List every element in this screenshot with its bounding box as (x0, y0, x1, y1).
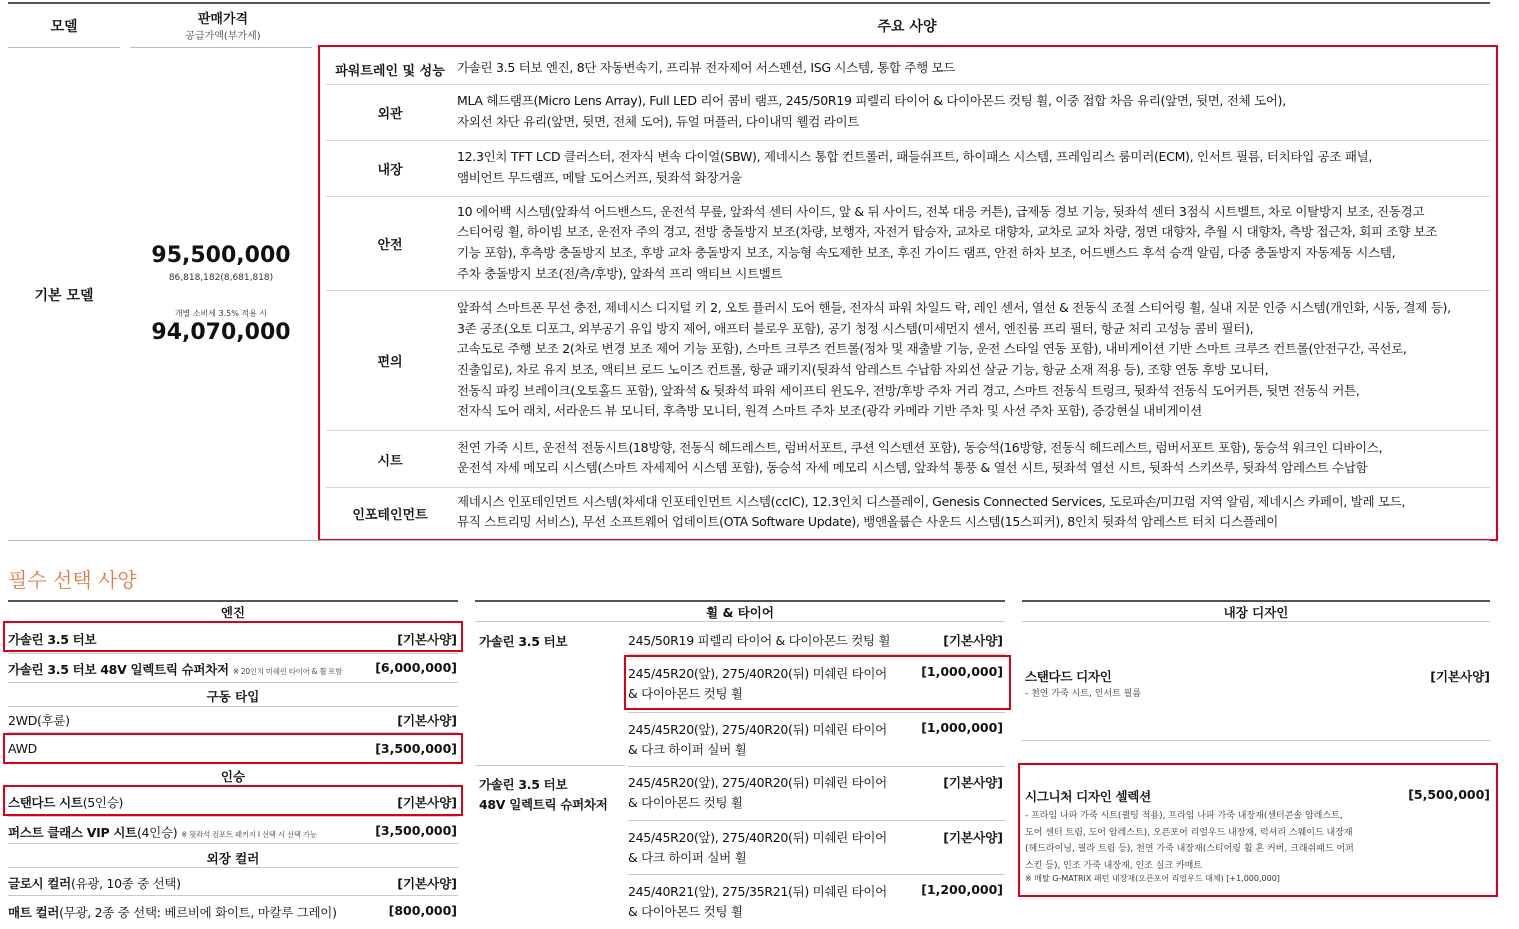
color-1-option[interactable] (8, 874, 181, 892)
spec-line: 제네시스 인포테인먼트 시스템(차세대 인포테인먼트 시스템(ccIC), 12.3인치 디스플레이, Genesis Connected Services, 도로파손/미끄럼 지역 알림, 제네시스 카페이, 발레 모드, (457, 493, 1406, 509)
seat-1-price: [기본사양] (397, 795, 457, 810)
seat-1-highlight (3, 785, 463, 816)
color-1-name: 글로시 컬러 (8, 876, 71, 891)
spec-category-3: 안전 (377, 238, 403, 253)
spec-line: 전자식 도어 래치, 서라운드 뷰 모니터, 후측방 모니터, 원격 스마트 주차 보조(광각 카메라 기반 주차 및 사선 주차 포함), 증강현실 내비게이션 (457, 403, 1202, 419)
spec-line: 12.3인치 TFT LCD 클러스터, 전자식 변속 다이얼(SBW), 제네시스 통합 컨트롤러, 패들쉬프트, 하이패스 시스템, 프레임리스 룸미러(ECM), 인서트 필름, 터치타입 공조 패널, (457, 149, 1373, 165)
engine-1-highlight (3, 621, 463, 652)
base-price-sub: 86,818,182(8,681,818) (168, 273, 274, 283)
wheel-option-5-price: [기본사양] (943, 830, 1003, 845)
seat-2-name: 퍼스트 클래스 VIP 시트 (8, 825, 137, 840)
drive-header: 구동 타입 (206, 689, 260, 704)
engine-2-note: ※ 20인치 미쉐린 타이어 & 휠 포함 (232, 667, 343, 676)
spec-line: 10 에어백 시스템(앞좌석 어드밴스드, 운전석 무릎, 앞좌석 센터 사이드, 앞 & 뒤 사이드, 전복 대응 커튼), 급제동 경보 기능, 뒷좌석 센터 3점식 시트벨트, 차로 이탈방지 보조, 진동경고 (457, 203, 1425, 219)
spec-category-5: 시트 (377, 453, 403, 469)
spec-category-1: 외관 (377, 107, 403, 122)
spec-line: 앞좌석 스마트폰 무선 충전, 제네시스 디지털 키 2, 오토 플러시 도어 핸들, 전자식 파워 차일드 락, 레인 센서, 열선 & 전동식 조절 스티어링 휠, 실내 지문 인증 시스템(개인화, 시동, 결제 등), (457, 300, 1451, 316)
drive-1-price: [기본사양] (397, 713, 457, 728)
wheel-2-highlight (624, 655, 1011, 710)
color-2-price: [800,000] (388, 903, 457, 918)
wheel-option-6-line2: & 다이아몬드 컷팅 휠 (628, 904, 743, 919)
sig-desc-line: (헤드라이닝, 필라 트림 등), 천연 가죽 내장재(스티어링 휠 혼 커버, 크래쉬패드 어퍼 (1025, 844, 1354, 854)
wheel-group-1: 가솔린 3.5 터보 (479, 634, 568, 649)
spec-line: 천연 가죽 시트, 운전석 전동시트(18방향, 전동식 헤드레스트, 럼버서포트, 쿠션 익스텐션 포함), 동승석(16방향, 전동식 헤드레스트, 럼버서포트 포함), 동승석 워크인 디바이스, (457, 439, 1383, 455)
seat-2-price: [3,500,000] (375, 823, 457, 838)
wheel-option-2-price: [1,000,000] (921, 664, 1003, 679)
color-1-sub: (유광, 10종 중 선택) (70, 876, 181, 891)
wheel-option-6-price: [1,200,000] (921, 882, 1003, 897)
seat-1-sub: (5인승) (82, 795, 124, 810)
spec-line: 자외선 차단 유리(앞면, 뒷면, 전체 도어), 듀얼 머플러, 다이내믹 웰컴 라이트 (457, 113, 860, 129)
spec-line: MLA 헤드램프(Micro Lens Array), Full LED 리어 콤비 램프, 245/50R19 피렐리 타이어 & 다이아몬드 컷팅 휠, 이중 접합 차음 유리(앞면, 뒷면, 전체 도어), (457, 93, 1286, 109)
sig-desc-line: 스킨 등), 인조 가죽 내장재, 인조 실크 카매트 (1025, 860, 1203, 871)
engine-1-price: [기본사양] (397, 632, 457, 647)
drive-2-highlight (3, 733, 463, 764)
spec-line: 주차 충돌방지 보조(전/측/후방), 앞좌석 프리 액티브 시트벨트 (457, 265, 783, 281)
spec-line: 스티어링 휠, 하이빔 보조, 운전자 주의 경고, 전방 충돌방지 보조(차량, 보행자, 자전거 탑승자, 교차로 대향차, 교차로 교차 차량, 정면 대향차, 추월 시 대향차, 측방 접근차, 회피 조향 보조 (457, 224, 1438, 240)
seat-1-name: 스탠다드 시트 (8, 795, 83, 810)
sig-design-name[interactable]: 시그니처 디자인 셀렉션 (1025, 789, 1151, 804)
header-price-sub: 공급가액(부가세) (185, 31, 261, 42)
wheel-group-2a: 가솔린 3.5 터보 (479, 777, 568, 792)
engine-2-price: [6,000,000] (375, 660, 457, 675)
wheel-option-4-price: [기본사양] (943, 775, 1003, 790)
wheel-option-6-line1[interactable]: 245/40R21(앞), 275/35R21(뒤) 미쉐린 타이어 (628, 884, 887, 899)
spec-line: 고속도로 주행 보조 2(차로 변경 보조 제어 기능 포함), 스마트 크루즈 컨트롤(정차 및 재출발 기능, 운전 스타일 연동 포함), 내비게이션 기반 스마트 크루즈 컨트롤(안전구간, 곡선로, (457, 341, 1407, 357)
wheel-option-3-line2: & 다크 하이퍼 실버 휠 (628, 742, 747, 757)
sig-design-price: [5,500,000] (1408, 787, 1490, 802)
spec-line: 기능 포함), 후측방 충돌방지 보조, 후방 교차 충돌방지 보조, 지능형 속도제한 보조, 후진 가이드 램프, 안전 하차 보조, 어드밴스드 후석 승객 알림, 다중 충돌방지 자동제동 시스템, (457, 244, 1396, 260)
spec-line: 진출입로), 차로 유지 보조, 액티브 로드 노이즈 컨트롤, 항균 패키지(뒷좌석 암레스트 수납함 자외선 살균 기능, 항균 소재 적용 등), 조향 연동 후방 모니터, (457, 361, 1269, 377)
color-1-price: [기본사양] (397, 876, 457, 891)
wheel-option-2-line2: & 다이아몬드 컷팅 휠 (628, 686, 743, 701)
sig-design-note: ※ 메탈 G-MATRIX 패턴 내장재(오픈포어 리얼우드 대체) [+1,000,000] (1025, 874, 1280, 883)
color-2-name: 매트 컬러 (8, 905, 60, 920)
std-design-price: [기본사양] (1430, 669, 1490, 684)
base-model-name: 기본 모델 (34, 288, 94, 304)
spec-line: 운전석 자세 메모리 시스템(스마트 자세제어 시스템 포함), 동승석 자세 메모리 시스템, 앞좌석 통풍 & 열선 시트, 뒷좌석 열선 시트, 뒷좌석 스키쓰루, 뒷좌석 암레스트 수납함 (457, 460, 1368, 476)
spec-line: 앰비언트 무드램프, 메탈 도어스커프, 뒷좌석 화장거울 (457, 169, 742, 185)
spec-highlight-box (318, 45, 1498, 541)
seat-2-sub: (4인승) (136, 825, 178, 840)
spec-line: 뮤직 스트리밍 서비스), 무선 소프트웨어 업데이트(OTA Software Update), 뱅앤올룹슨 사운드 시스템(15스피커), 8인치 뒷좌석 암레스트 터치 디스플레이 (457, 514, 1279, 530)
color-2-option[interactable] (8, 903, 337, 921)
drive-2-name[interactable]: AWD (8, 741, 37, 756)
color-2-sub: (무광, 2종 중 선택: 베르비에 화이트, 마칼루 그레이) (59, 905, 337, 920)
engine-2-name: 가솔린 3.5 터보 48V 일렉트릭 슈퍼차저 (8, 662, 229, 677)
engine-1-name[interactable]: 가솔린 3.5 터보 (8, 632, 97, 647)
header-price: 판매가격 (197, 12, 249, 27)
std-design-sub: - 천연 가죽 시트, 인서트 필름 (1025, 689, 1142, 699)
wheel-header: 휠 & 타이어 (706, 605, 774, 620)
wheel-option-3-line1[interactable]: 245/45R20(앞), 275/40R20(뒤) 미쉐린 타이어 (628, 722, 887, 737)
tax-note: 개별 소비세 3.5% 적용 시 (174, 309, 268, 318)
wheel-option-3-price: [1,000,000] (921, 720, 1003, 735)
seat-header: 인승 (220, 769, 246, 784)
spec-category-2: 내장 (377, 163, 403, 178)
wheel-option-5-line2: & 다크 하이퍼 실버 휠 (628, 850, 747, 865)
sig-desc-line: - 프라임 나파 가죽 시트(퀼팅 적용), 프라임 나파 가죽 내장재(센터콘솔 암레스트, (1025, 811, 1343, 821)
interior-header: 내장 디자인 (1223, 605, 1289, 620)
engine-2-option[interactable] (8, 660, 342, 678)
spec-line: 가솔린 3.5 터보 엔진, 8단 자동변속기, 프리뷰 전자제어 서스펜션, ISG 시스템, 통합 주행 모드 (457, 60, 956, 76)
options-title: 필수 선택 사양 (8, 568, 137, 592)
wheel-group-2b: 48V 일렉트릭 슈퍼차저 (479, 797, 608, 812)
wheel-option-2-line1[interactable]: 245/45R20(앞), 275/40R20(뒤) 미쉐린 타이어 (628, 666, 887, 681)
seat-2-note: ※ 뒷좌석 컴포트 패키지 I 선택 시 선택 가능 (181, 830, 317, 839)
std-design-name[interactable]: 스탠다드 디자인 (1025, 669, 1112, 684)
drive-1-name[interactable]: 2WD(후륜) (8, 713, 70, 728)
tax-price: 94,070,000 (151, 320, 291, 345)
color-header: 외장 컬러 (206, 851, 260, 866)
header-spec: 주요 사양 (877, 19, 937, 35)
sig-desc-line: 도어 센터 트림, 도어 암레스트), 오픈포어 리얼우드 내장재, 럭셔리 스웨이드 내장재 (1025, 827, 1353, 838)
base-price: 95,500,000 (151, 243, 291, 268)
wheel-option-1-line1[interactable]: 245/50R19 피렐리 타이어 & 다이아몬드 컷팅 휠 (628, 633, 891, 648)
sig-design-highlight (1018, 763, 1498, 897)
seat-2-option[interactable] (8, 823, 317, 841)
spec-category-4: 편의 (377, 355, 403, 370)
wheel-option-4-line1[interactable]: 245/45R20(앞), 275/40R20(뒤) 미쉐린 타이어 (628, 775, 887, 790)
header-model: 모델 (50, 19, 78, 35)
engine-header: 엔진 (220, 605, 246, 620)
spec-category-0: 파워트레인 및 성능 (335, 63, 445, 79)
drive-2-price: [3,500,000] (375, 741, 457, 756)
wheel-option-5-line1[interactable]: 245/45R20(앞), 275/40R20(뒤) 미쉐린 타이어 (628, 830, 887, 845)
spec-line: 3존 공조(오토 디포그, 외부공기 유입 방지 제어, 애프터 블로우 포함), 공기 청정 시스템(미세먼지 센서, 엔진룸 프리 필터, 항균 처리 고성능 콤비 필터), (457, 320, 1254, 336)
wheel-option-1-price: [기본사양] (943, 633, 1003, 648)
wheel-option-4-line2: & 다이아몬드 컷팅 휠 (628, 795, 743, 810)
spec-line: 전동식 파킹 브레이크(오토홀드 포함), 앞좌석 & 뒷좌석 파워 세이프티 윈도우, 전방/후방 주차 거리 경고, 스마트 전동식 트렁크, 뒷좌석 전동식 도어커튼, 뒷면 전동식 커튼, (457, 382, 1360, 398)
spec-category-6: 인포테인먼트 (352, 507, 428, 523)
